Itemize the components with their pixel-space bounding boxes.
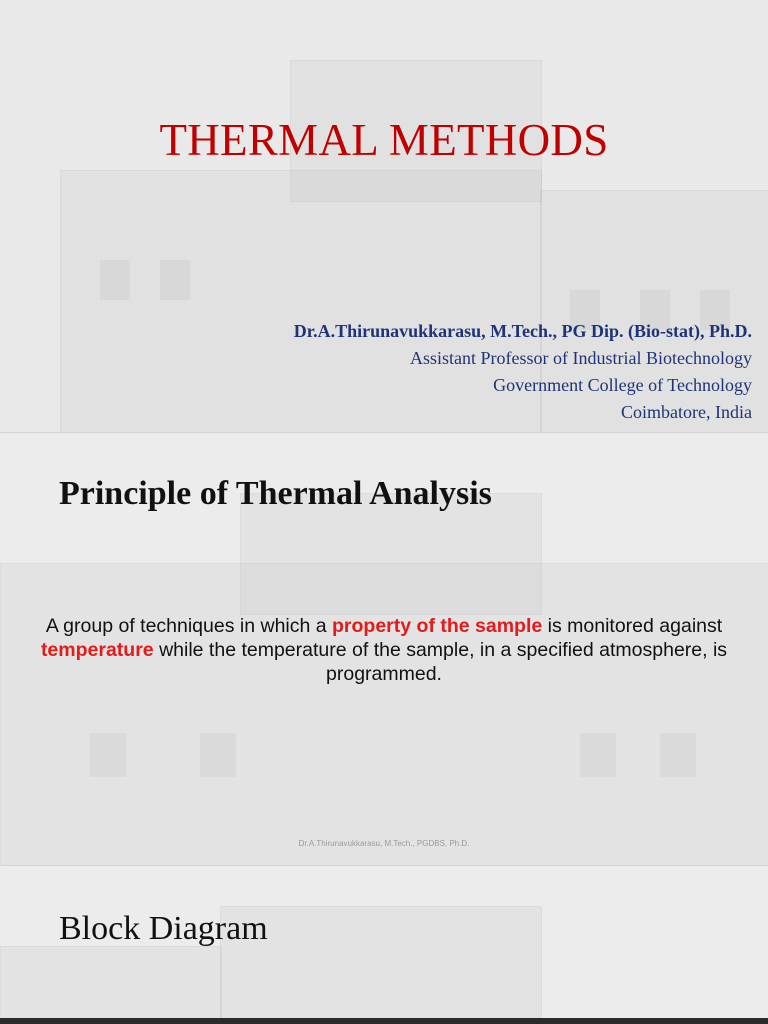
paragraph-text: is monitored against <box>542 615 723 637</box>
definition-paragraph <box>40 614 728 686</box>
slide-block-diagram <box>0 866 768 1018</box>
author-name: Dr.A.Thirunavukkarasu, M.Tech., PG Dip. (Bio-stat), Ph.D. <box>293 321 752 341</box>
paragraph-text: A group of techniques in which a <box>45 615 333 637</box>
author-position: Assistant Professor of Industrial Biotechnology <box>410 348 752 368</box>
bottom-edge-bar <box>0 1018 768 1024</box>
author-block <box>294 318 752 426</box>
slide-footer: Dr.A.Thirunavukkarasu, M.Tech., PGDBS, Ph.D. <box>298 839 470 848</box>
highlight-property: property of the sample <box>332 615 543 637</box>
slide-heading: Block Diagram <box>59 910 268 947</box>
slide-heading: Principle of Thermal Analysis <box>59 475 492 512</box>
slide-title <box>0 0 768 433</box>
slide-title-text: THERMAL METHODS <box>159 115 609 165</box>
paragraph-text: while the temperature of the sample, in a specified atmosphere, is programmed. <box>153 639 728 685</box>
author-location: Coimbatore, India <box>621 402 752 422</box>
slide-principle <box>0 433 768 866</box>
author-institution: Government College of Technology <box>493 375 752 395</box>
highlight-temperature: temperature <box>40 639 154 661</box>
